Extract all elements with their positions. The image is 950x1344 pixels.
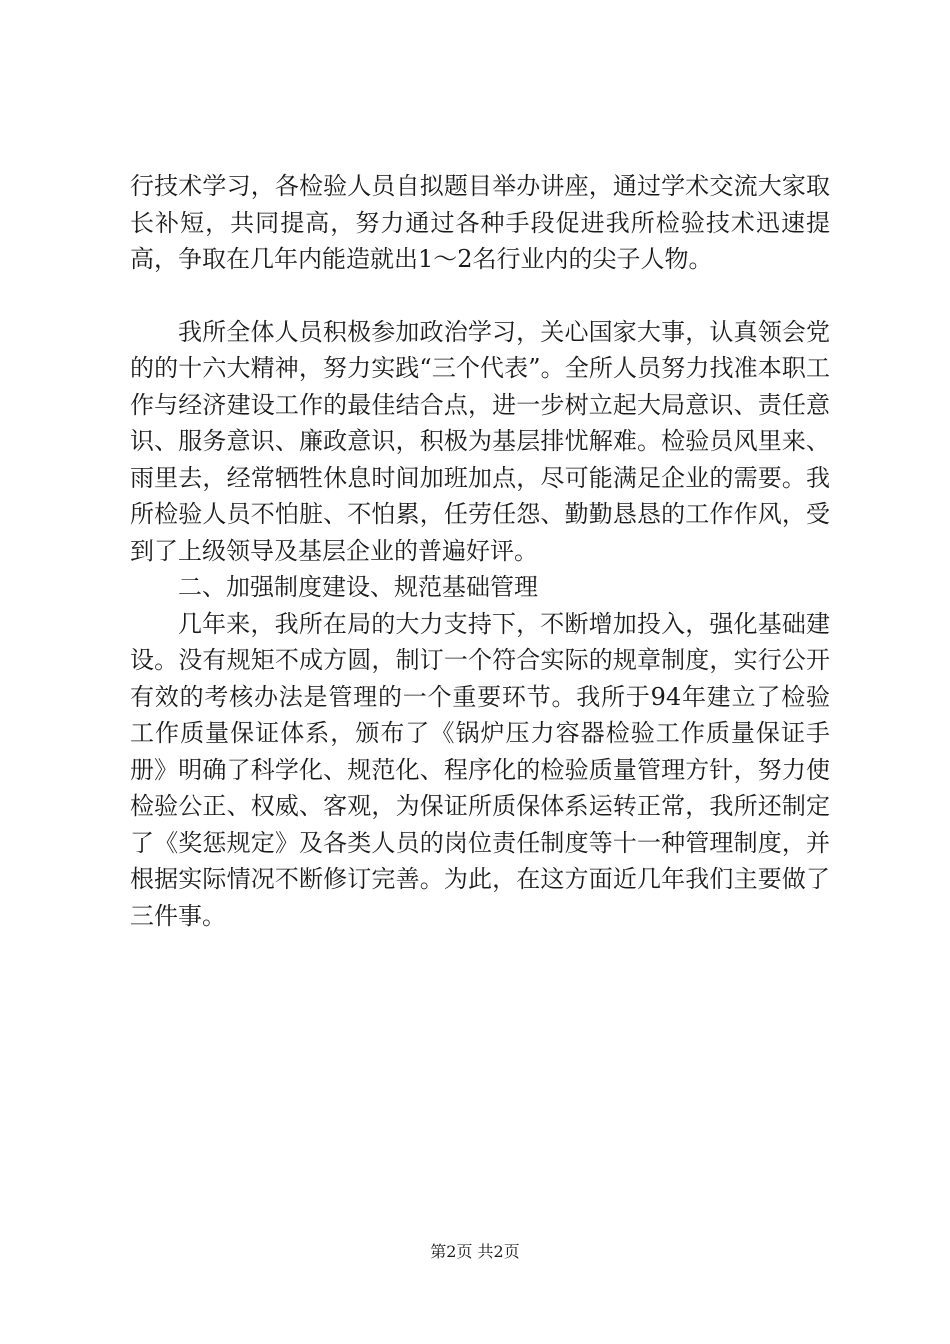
paragraph-political-study: 我所全体人员积极参加政治学习，关心国家大事，认真领会党的的十六大精神，努力实践“三个代表”。全所人员努力找准本职工作与经济建设工作的最佳结合点，进一步树立起大局意识、责任意识、服务意识、廉政意识，积极为基层排忧解难。检验员风里来、雨里去，经常牺牲休息时间加班加点，尽可能满足企业的需要。我所检验人员不怕脏、不怕累，任劳任怨、勤勤恳恳的工作作风，受到了上级领导及基层企业的普遍好评。	[130, 317, 830, 565]
paragraph-quality-system: 几年来，我所在局的大力支持下，不断增加投入，强化基础建设。没有规矩不成方圆，制订一个符合实际的规章制度，实行公开有效的考核办法是管理的一个重要环节。我所于94年建立了检验工作质量保证体系，颁布了《锅炉压力容器检验工作质量保证手册》明确了科学化、规范化、程序化的检验质量管理方针，努力使检验公正、权威、客观，为保证所质保体系运转正常，我所还制定了《奖惩规定》及各类人员的岗位责任制度等十一种管理制度，并根据实际情况不断修订完善。为此，在这方面近几年我们主要做了三件事。	[130, 609, 830, 930]
section-heading-system-building: 二、加强制度建设、规范基础管理	[178, 573, 538, 601]
document-body	[130, 168, 830, 934]
page-number-footer: 第2页 共2页	[430, 1242, 520, 1261]
paragraph-continued-training: 行技术学习，各检验人员自拟题目举办讲座，通过学术交流大家取长补短，共同提高，努力通过各种手段促进我所检验技术迅速提高，争取在几年内能造就出1～2名行业内的尖子人物。	[130, 172, 830, 273]
